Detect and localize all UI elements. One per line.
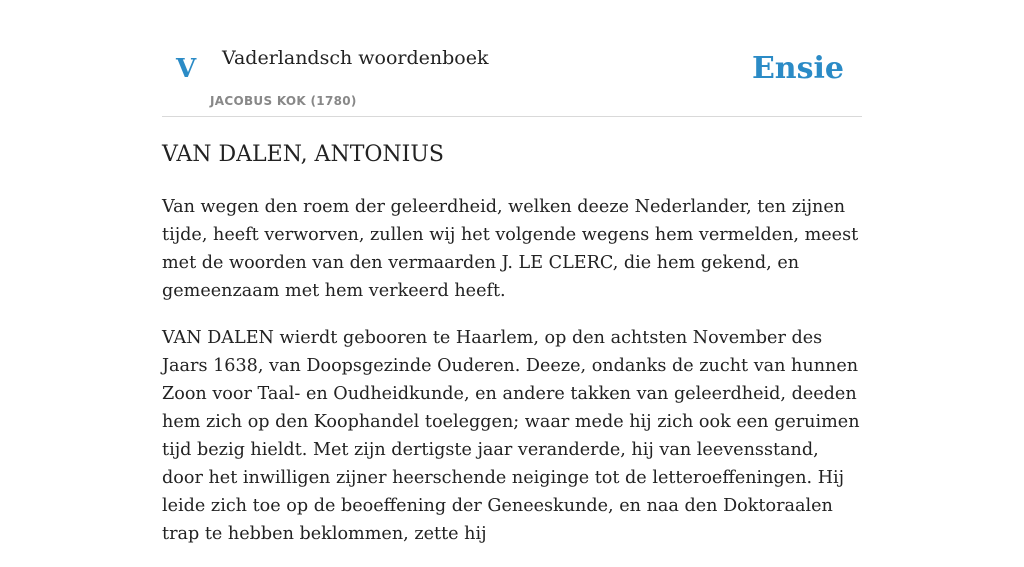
book-author: JACOBUS KOK (1780): [210, 94, 357, 108]
site-header: [162, 0, 862, 117]
book-letter-link[interactable]: V: [176, 54, 197, 84]
entry-title: VAN DALEN, ANTONIUS: [162, 142, 444, 167]
entry-paragraph: Van wegen den roem der geleerdheid, welken deeze Nederlander, ten zijnen tijde, heeft verworven, zullen wij het volgende wegens hem vermelden, meest met de woorden van den vermaarden J. LE CLERC, die hem gekend, en gemeenzaam met hem verkeerd heeft.: [162, 197, 859, 301]
entry-article: [162, 139, 862, 567]
entry-paragraph: VAN DALEN wierdt gebooren te Haarlem, op den achtsten November des Jaars 1638, van Doopsgezinde Ouderen. Deeze, ondanks de zucht van hunnen Zoon voor Taal- en Oudheidkunde, en andere takken van geleerdheid, deeden hem zich op den Koophandel toeleggen; waar mede hij zich ook een geruimen tijd bezig hieldt. Met zijn dertigste jaar veranderde, hij van leevensstand, door het inwilligen zijner heerschende neiginge tot de letteroeffeningen. Hij leide zich toe op de beoeffening der Geneeskunde, en naa den Doktoraalen trap te hebben beklommen, zette hij: [162, 328, 860, 544]
book-title: Vaderlandsch woordenboek: [222, 47, 489, 69]
brand-logo-link[interactable]: Ensie: [751, 51, 844, 86]
